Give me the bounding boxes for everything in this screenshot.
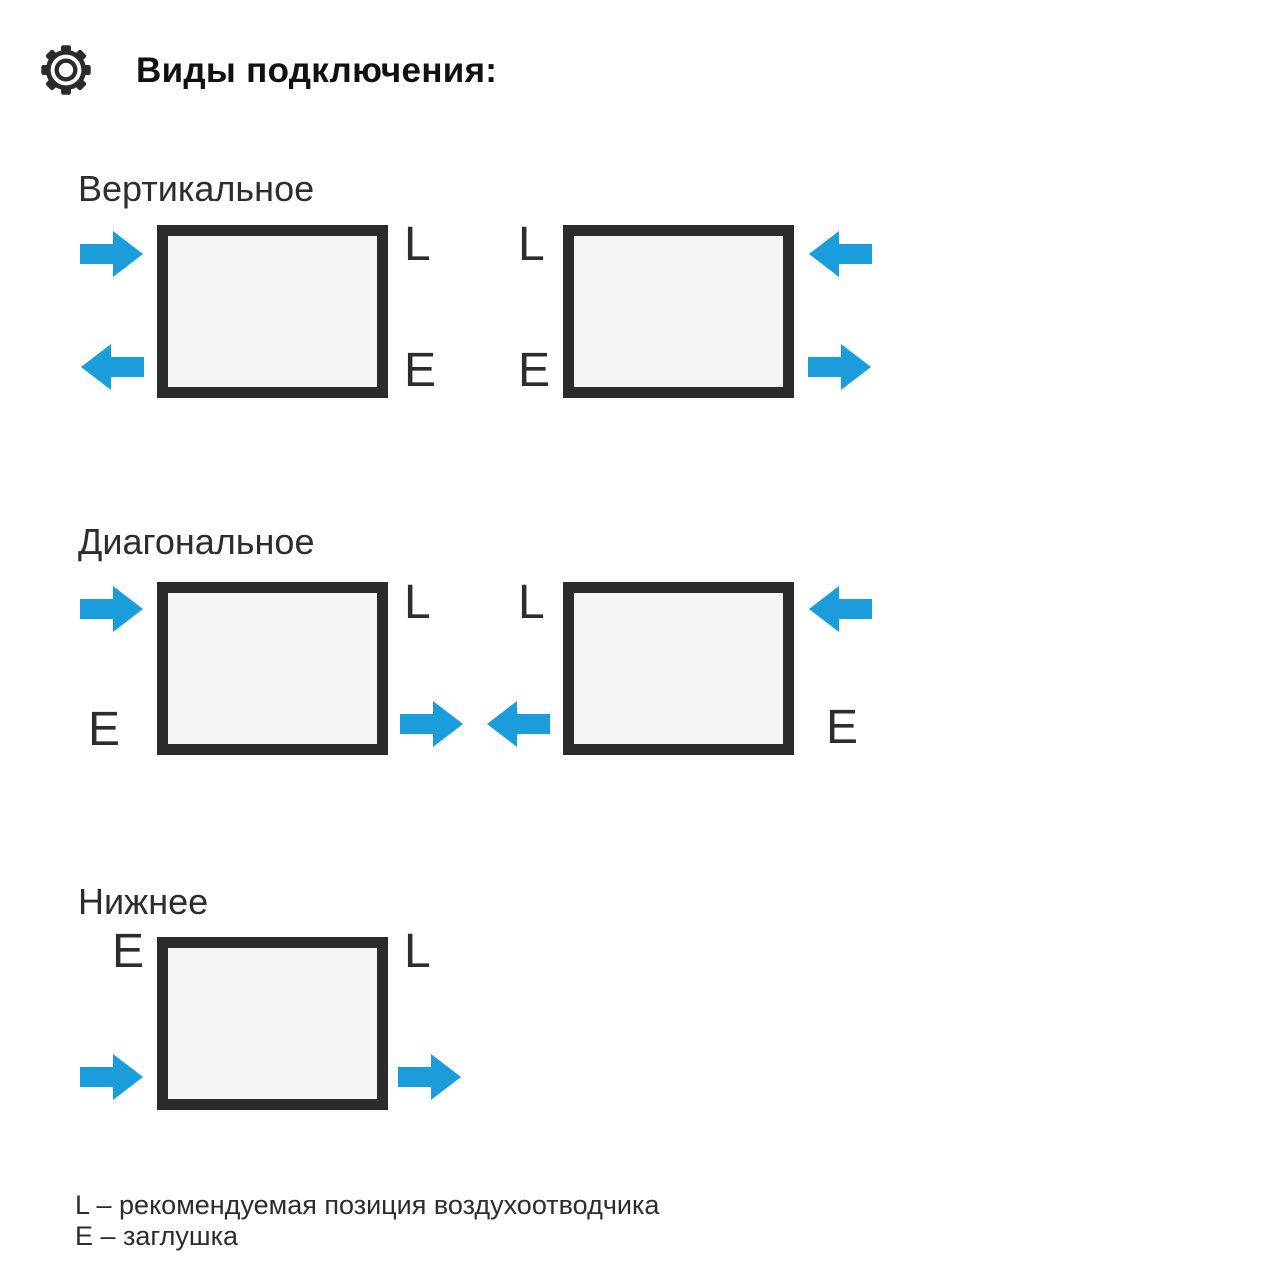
- arrow-left-icon: [486, 700, 550, 748]
- gear-icon: [40, 44, 92, 96]
- air-vent-label: L: [404, 576, 431, 629]
- legend-vent-line: L – рекомендуемая позиция воздухоотводчика: [75, 1190, 660, 1220]
- radiator-box: [563, 582, 794, 755]
- arrow-right-icon: [398, 1053, 462, 1101]
- legend-plug-line: E – заглушка: [75, 1221, 239, 1251]
- air-vent-label: L: [404, 218, 431, 271]
- air-vent-label: L: [518, 576, 545, 629]
- page-title: Виды подключения:: [136, 51, 498, 90]
- arrow-right-icon: [80, 230, 144, 278]
- arrow-left-icon: [808, 585, 872, 633]
- arrow-right-icon: [400, 700, 464, 748]
- arrow-right-icon: [80, 1053, 144, 1101]
- plug-label: E: [88, 703, 121, 756]
- plug-label: E: [826, 701, 859, 754]
- plug-label: E: [518, 344, 551, 397]
- arrow-right-icon: [808, 343, 872, 391]
- radiator-box: [157, 937, 388, 1110]
- plug-label: E: [112, 925, 145, 978]
- air-vent-label: L: [518, 218, 545, 271]
- plug-label: E: [404, 344, 437, 397]
- section-bottom-title: Нижнее: [78, 881, 209, 922]
- arrow-left-icon: [80, 343, 144, 391]
- section-vertical-title: Вертикальное: [78, 168, 315, 209]
- arrow-left-icon: [808, 230, 872, 278]
- radiator-box: [157, 225, 388, 398]
- radiator-box: [157, 582, 388, 755]
- air-vent-label: L: [404, 925, 431, 978]
- section-diagonal-title: Диагональное: [78, 521, 315, 562]
- radiator-box: [563, 225, 794, 398]
- arrow-right-icon: [80, 585, 144, 633]
